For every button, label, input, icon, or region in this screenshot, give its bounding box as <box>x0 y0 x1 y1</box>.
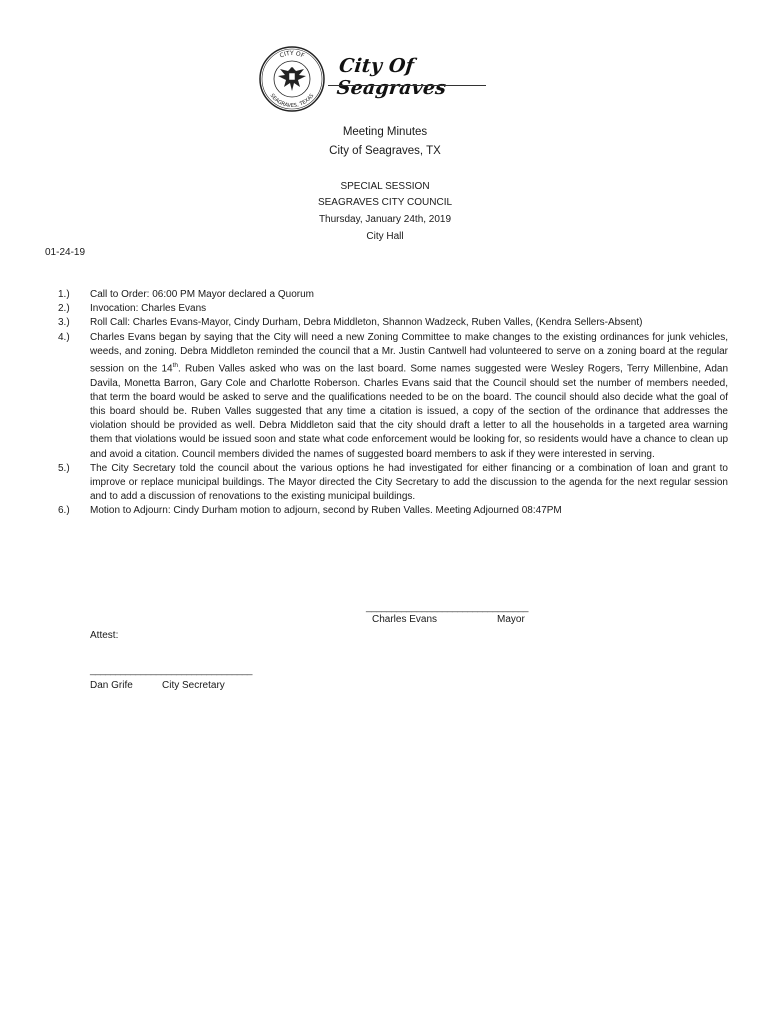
item-number: 2.) <box>58 303 70 315</box>
ordinal-suffix: th <box>172 362 179 370</box>
mayor-name: Charles Evans <box>372 614 438 625</box>
city-name-logo: City Of Seagraves <box>335 55 448 99</box>
session-type: SPECIAL SESSION <box>340 181 430 192</box>
list-item <box>58 302 728 316</box>
doc-subtitle: City of Seagraves, TX <box>329 145 441 157</box>
document-date: 01-24-19 <box>45 247 86 258</box>
item-text: Roll Call: Charles Evans-Mayor, Cindy Durham, Debra Middleton, Shannon Wadzeck, Ruben Valles, (Kendra Sellers-Absent) <box>90 317 643 329</box>
doc-title: Meeting Minutes <box>342 126 428 138</box>
council-name: SEAGRAVES CITY COUNCIL <box>317 197 453 208</box>
list-item <box>58 331 728 462</box>
mayor-signature-line: ________________________________ <box>366 602 528 613</box>
list-item <box>58 316 728 330</box>
logo-underline <box>328 85 486 86</box>
list-item <box>58 462 728 505</box>
meeting-location: City Hall <box>366 231 404 242</box>
secretary-title: City Secretary <box>162 680 225 691</box>
item-text: The City Secretary told the council about the various options he had investigated for either financing or a combination of loan and grant to improve or replace municipal buildings. The Mayor directed the City Secretary to add the discussion to the agenda for the next regular session and to add a discussion of renovations to the existing municipal buildings. <box>90 462 728 503</box>
secretary-signature-line: ________________________________ <box>90 665 252 676</box>
item-text: Motion to Adjourn: Cindy Durham motion to adjourn, second by Ruben Valles. Meeting Adjourned 08:47PM <box>90 505 562 517</box>
item-text-part: . Ruben Valles asked who was on the last board. Some names suggested were Wesley Rogers, Terry Millenbine, Adan Davila, Monetta Barron, Gary Cole and Charlotte Roberson. Charles Evans said that the Council should set the number of members needed, that term the board would be asked to serve and the qualifications needed to be on the board. The council should also decide what the goal of this board should be. Ruben Valles suggested that any time a citation is issued, a copy of the section of the ordinance that addresses the violation should be provided as well. Debra Middleton said that the city should draft a letter to all the households in a targeted area warning them that violations would be issued soon and state what code enforcement would be looking for, so residents would have a chance to clean up and avoid a citation. Council members divided the names of suggested board members to ask if they were interested in serving. <box>90 363 729 460</box>
item-number: 3.) <box>58 317 70 329</box>
city-seal-icon <box>258 45 326 113</box>
item-number: 1.) <box>58 289 70 300</box>
mayor-title: Mayor <box>497 614 525 625</box>
svg-text:SEAGRAVES, TEXAS: SEAGRAVES, TEXAS <box>268 92 316 110</box>
item-number: 5.) <box>58 462 70 474</box>
list-item <box>58 504 728 518</box>
minutes-list <box>58 288 728 519</box>
item-text: Invocation: Charles Evans <box>90 303 207 315</box>
attest-label: Attest: <box>90 630 119 641</box>
item-text-part: Charles Evans began by saying that the City will need a new Zoning Committee to make changes to the existing ordinances for junk vehicles, weeds, and zoning. Debra Middleton reminded the council that a Mr. Justin Cantwell had volunteered to serve on a zoning board at the regular session on the 14 <box>90 331 728 375</box>
list-item <box>58 288 728 302</box>
item-text <box>90 331 728 462</box>
item-number: 4.) <box>58 331 70 343</box>
svg-text:CITY OF: CITY OF <box>278 49 306 60</box>
item-number: 6.) <box>58 505 70 517</box>
meeting-date: Thursday, January 24th, 2019 <box>318 214 452 225</box>
secretary-name: Dan Grife <box>90 680 133 691</box>
letterhead <box>258 45 498 115</box>
item-text: Call to Order: 06:00 PM Mayor declared a Quorum <box>90 289 314 300</box>
